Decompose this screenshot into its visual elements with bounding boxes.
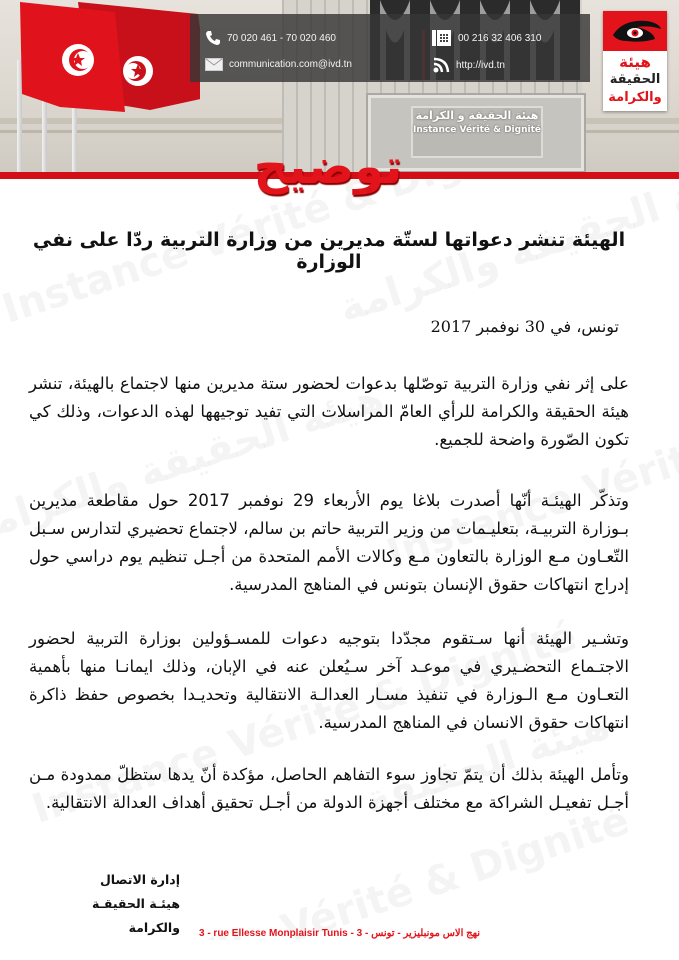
watermark-text [106, 798, 634, 940]
phone-number: 70 020 461 - 70 020 460 [227, 32, 336, 44]
document-date: تونس، في 30 نوفمبر 2017 [430, 317, 619, 336]
logo-line-3: والكرامة [608, 90, 662, 105]
paragraph: وتشـير الهيئة أنها سـتقوم مجدّدا بتوجيه دعوات للمسـؤولين بوزارة التربية لحضور الاجتـماع التحضـيري في موعـد آخر سـيُعلن عنه في الإبان، وذلك ايمانـا منها بأهمية التعـاون مـع الـوزارة في تنفيذ مسـار العدالـة الانتقالية وتحديـدا بخصوص حفظ ذاكرة انتهاكات حقوق الانسان في المناهج المدرسية. [29, 629, 629, 732]
email-link[interactable]: communication.com@ivd.tn [229, 59, 352, 70]
plaque-text [411, 106, 543, 158]
document-title: الهيئة تنشر دعواتها لستّة مديرين من وزارة التربية ردّا على نفي الوزارة [32, 229, 626, 273]
eye-hand-icon [603, 11, 667, 51]
logo-line-2: الحقيقة [609, 72, 661, 87]
rss-icon [432, 57, 450, 73]
footer-address: 3 - rue Ellesse Monplaisir Tunis - 3 - نهج الاس مونبليزير - تونس [198, 928, 481, 939]
logo-line-1: هيئة [619, 53, 651, 71]
website-contact [432, 57, 505, 73]
paragraph: وتأمل الهيئة بذلك أن يتمّ تجاوز سوء التفاهم الحاصل، مؤكدة أنّ يدها ستظلّ ممدودة مـن أجـل تفعيـل الشراكة مع مختلف أجهزة الدولة من أجـل تحقيق أهداف العدالة الانتقالية. [29, 765, 629, 812]
paragraph: على إثر نفي وزارة التربية توصّلها بدعوات لحضور ستة مديرين منها لاجتماع بالهيئة، تنشر هيئة الحقيقة والكرامة للرأي العامّ المراسلات التي تفيد توجيهها لهذه الدعوات، وذلك كي تكون الصّورة واضحة للجميع. [29, 374, 629, 449]
signature-organization: هيئـة الحقيقـة والكرامة [91, 896, 180, 935]
phone-contact [205, 30, 336, 46]
website-link[interactable]: http://ivd.tn [456, 59, 505, 71]
paragraph: وتذكّر الهيئـة أنّها أصدرت بلاغا يوم الأربعاء 29 نوفمبر 2017 حول مقاطعة مديرين بـوزارة التربيـة، بتعليـمات من وزير التربية حاتم بن سالم، لاجتماع تحضيري لتدارس سـبل التّعـاون مـع الوزارة بالتعاون مـع وكالات الأمم المتحدة من أجـل تنظيم يوم دراسي حول إدراج انتهاكات حقوق الإنسان بتونس في المناهج المدرسية. [29, 491, 630, 594]
envelope-icon [205, 58, 223, 71]
tunisia-flags [20, 2, 200, 117]
fax-icon [432, 28, 452, 48]
fax-contact [432, 28, 541, 48]
phone-icon [205, 30, 221, 46]
logo-text [603, 53, 667, 107]
signature-department: إدارة الاتصال [99, 872, 180, 887]
ivd-logo [603, 11, 667, 111]
contact-info-band [190, 14, 590, 82]
plaque-french: Instance Vérité & Dignité [413, 125, 541, 135]
banner-title: توضيح [253, 139, 403, 195]
plaque-arabic: هيئة الحقيقة و الكرامة [415, 109, 539, 122]
fax-number: 00 216 32 406 310 [458, 32, 542, 44]
email-contact [205, 58, 352, 71]
logo-emblem [603, 11, 667, 51]
